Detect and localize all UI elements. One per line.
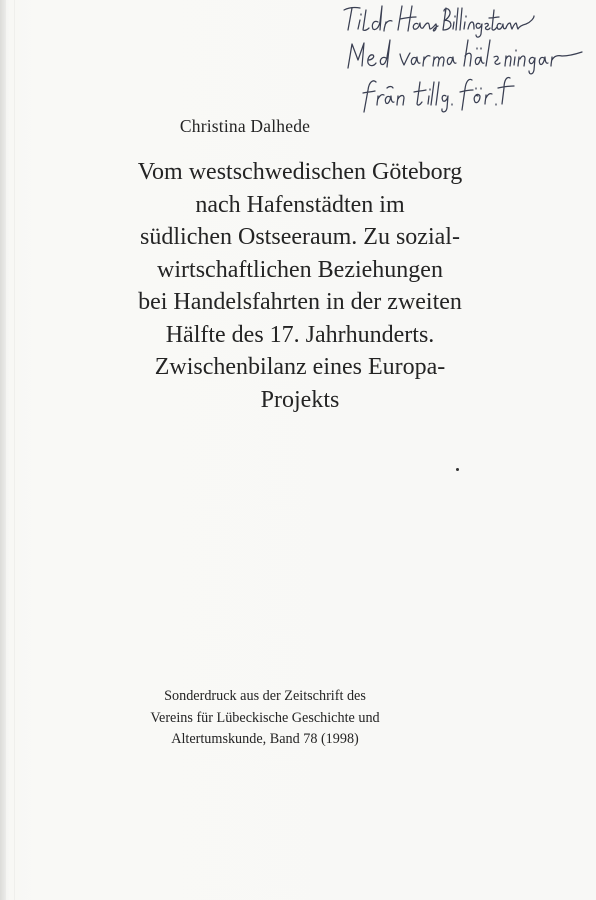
page-fold-line xyxy=(14,0,15,900)
handwritten-inscription xyxy=(338,0,594,118)
offprint-line: Sonderdruck aus der Zeitschrift des xyxy=(164,688,366,704)
offprint-notice xyxy=(120,686,410,751)
title-line: Zwischenbilanz eines Europa- xyxy=(154,354,446,380)
page-binding-edge xyxy=(0,0,6,900)
offprint-line: Vereins für Lübeckische Geschichte und xyxy=(150,709,380,726)
title-line: bei Handelsfahrten in der zweiten xyxy=(138,289,462,315)
offprint-line: Altertumskunde, Band 78 (1998) xyxy=(171,731,359,747)
title-line: Vom westschwedischen Göteborg xyxy=(137,159,463,185)
ink-speck xyxy=(456,468,459,471)
author-name: Christina Dalhede xyxy=(179,116,311,136)
title-line: südlichen Ostseeraum. Zu sozial- xyxy=(140,224,460,250)
title-line: Hälfte des 17. Jahrhunderts. xyxy=(165,321,435,348)
title-line: nach Hafenstädten im xyxy=(195,191,405,218)
title-line: wirtschaftlichen Beziehungen xyxy=(157,256,443,283)
title-line: Projekts xyxy=(260,386,340,413)
publication-title xyxy=(60,156,540,416)
